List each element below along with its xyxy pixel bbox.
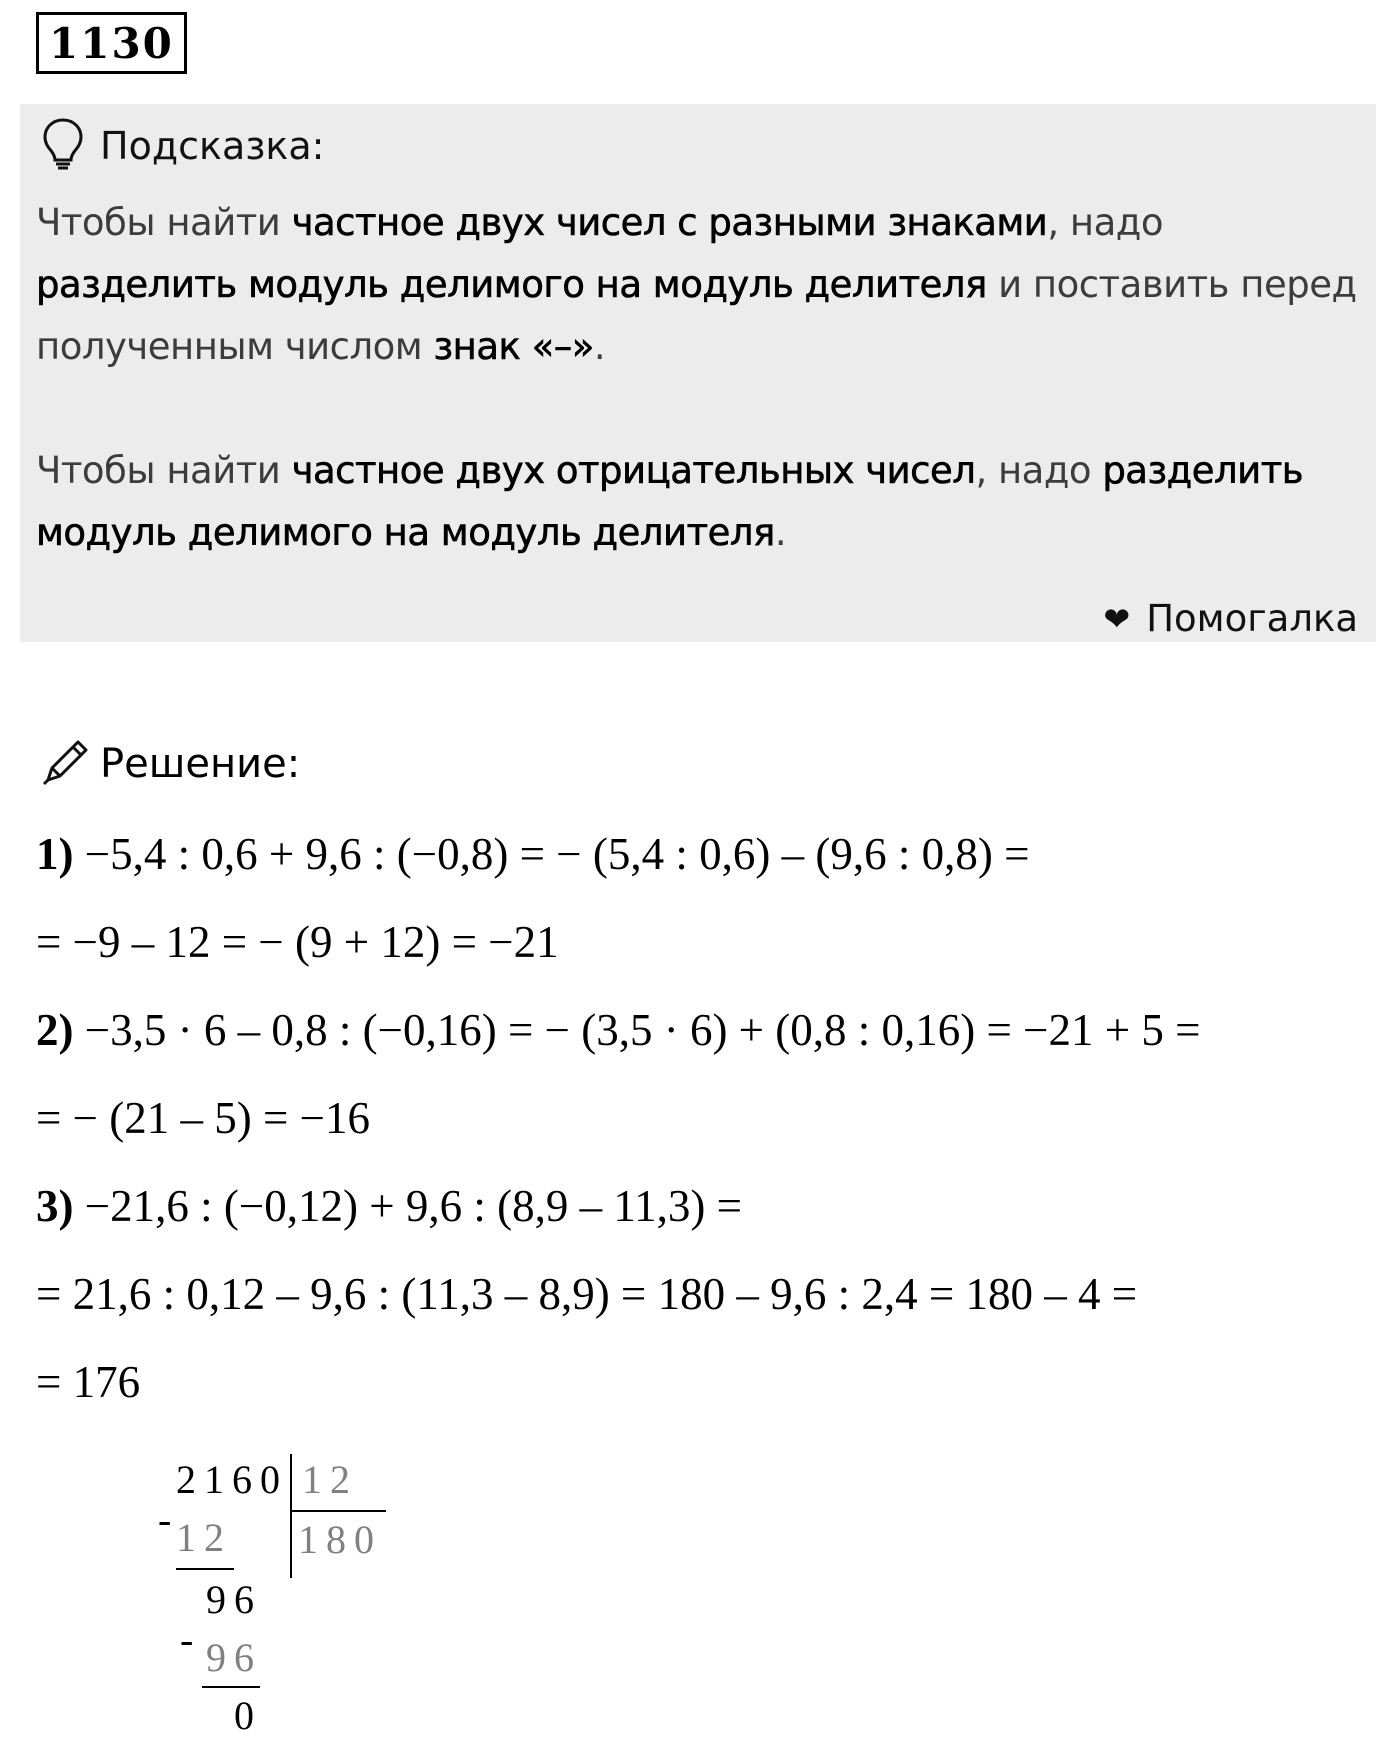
hint-text: и поставить перед полученным числом <box>36 263 1357 368</box>
solution-line <box>36 912 559 972</box>
hint-text: Чтобы найти <box>36 201 292 244</box>
hint-text: . <box>774 511 787 554</box>
subtrahend: 96 <box>206 1635 262 1680</box>
lightbulb-icon <box>40 116 86 177</box>
step-number: 3) <box>36 1181 74 1231</box>
subtraction-line <box>202 1686 260 1688</box>
long-division <box>150 1440 410 1750</box>
step-expression: = 21,6 : 0,12 – 9,6 : (11,3 – 8,9) = 180 – 9,6 : 2,4 = 180 – 4 = <box>36 1269 1138 1319</box>
hint-text: , надо <box>975 449 1103 492</box>
heart-icon: ❤ <box>1103 599 1131 638</box>
minus-sign: - <box>180 1617 202 1662</box>
credit <box>1103 597 1358 640</box>
hint-box <box>20 104 1376 642</box>
hint-emphasis: разделить модуль делимого на модуль делителя <box>36 263 987 306</box>
solution-title: Решение: <box>100 741 301 787</box>
hint-header <box>40 116 324 176</box>
remainder: 0 <box>234 1693 262 1738</box>
hint-text: . <box>593 325 606 368</box>
subtraction-line <box>176 1568 234 1570</box>
division-bracket <box>290 1454 292 1578</box>
remainder: 96 <box>206 1577 262 1622</box>
step-expression: = − (21 – 5) = −16 <box>36 1093 370 1143</box>
divisor: 12 <box>302 1457 358 1502</box>
dividend: 2160 <box>176 1457 288 1502</box>
step-number: 2) <box>36 1005 74 1055</box>
solution-line <box>36 1000 1201 1060</box>
pencil-icon <box>40 736 92 793</box>
credit-text: Помогалка <box>1146 597 1358 640</box>
solution-header <box>40 734 300 794</box>
solution-line <box>36 1088 370 1148</box>
step-number: 1) <box>36 829 74 879</box>
solution-line <box>36 1176 742 1236</box>
quotient: 180 <box>298 1517 382 1562</box>
task-number: 1130 <box>36 12 187 74</box>
hint-paragraph-1 <box>36 192 1366 378</box>
step-expression: = −9 – 12 = − (9 + 12) = −21 <box>36 917 559 967</box>
hint-paragraph-2 <box>36 440 1366 564</box>
step-expression: = 176 <box>36 1357 141 1407</box>
solution-line <box>36 1352 140 1412</box>
solution-line <box>36 1264 1137 1324</box>
step-expression: −5,4 : 0,6 + 9,6 : (−0,8) = − (5,4 : 0,6) – (9,6 : 0,8) = <box>73 829 1030 879</box>
solution-line <box>36 824 1029 884</box>
hint-emphasis: разделить модуль делимого на модуль делителя <box>36 449 1304 554</box>
step-expression: −3,5 · 6 – 0,8 : (−0,16) = − (3,5 · 6) + (0,8 : 0,16) = −21 + 5 = <box>73 1005 1201 1055</box>
hint-title: Подсказка: <box>100 124 325 168</box>
hint-text: , надо <box>1047 201 1163 244</box>
hint-emphasis: частное двух чисел с разными знаками <box>291 201 1048 244</box>
quotient-line <box>292 1510 386 1512</box>
hint-text: Чтобы найти <box>36 449 292 492</box>
hint-emphasis: знак «–» <box>433 325 594 368</box>
subtrahend: 12 <box>176 1515 232 1560</box>
minus-sign: - <box>158 1497 180 1542</box>
hint-emphasis: частное двух отрицательных чисел <box>291 449 976 492</box>
step-expression: −21,6 : (−0,12) + 9,6 : (8,9 – 11,3) = <box>73 1181 743 1231</box>
